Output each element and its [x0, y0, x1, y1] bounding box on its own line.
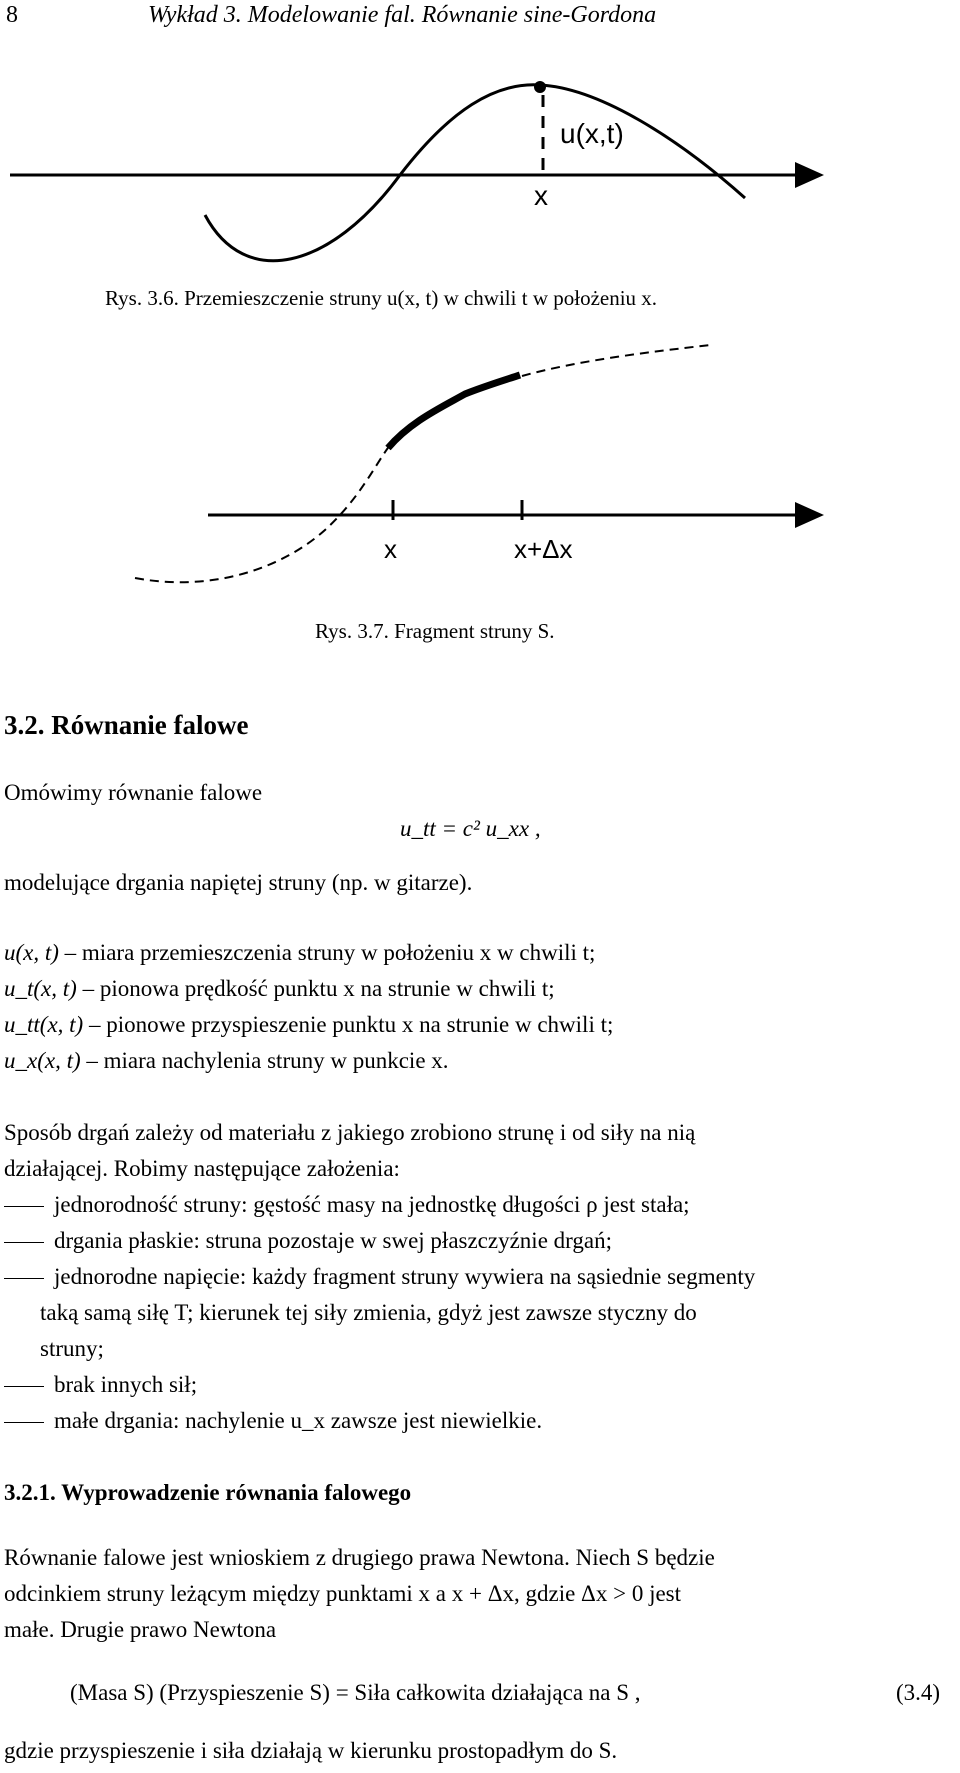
figure-caption-3-7: Rys. 3.7. Fragment struny S.: [315, 619, 555, 643]
string-point: [534, 81, 546, 93]
assumptions-intro-line1: Sposób drgań zależy od materiału z jakiego zrobiono strunę i od siły na nią: [4, 1120, 696, 1145]
figure-string-displacement: [0, 0, 960, 300]
closing-line: gdzie przyspieszenie i siła działają w kierunku prostopadłym do S.: [4, 1738, 618, 1763]
definition-item: u_t(x, t) – pionowa prędkość punktu x na strunie w chwili t;: [4, 976, 555, 1001]
label-x: x: [534, 180, 548, 211]
assumptions-intro-line2: działającej. Robimy następujące założenia:: [4, 1156, 400, 1181]
section-heading: 3.2. Równanie falowe: [4, 710, 249, 740]
string-curve: [205, 85, 745, 261]
definition-item: u(x, t) – miara przemieszczenia struny w położeniu x w chwili t;: [4, 940, 596, 965]
subsection-heading: 3.2.1. Wyprowadzenie równania falowego: [4, 1480, 412, 1505]
label-x-plus-dx: x+Δx: [514, 534, 573, 564]
string-dashed-right: [522, 345, 710, 376]
newton-equation: (Masa S) (Przyspieszenie S) = Siła całkowita działająca na S ,: [70, 1680, 641, 1705]
figure-caption-3-6: Rys. 3.6. Przemieszczenie struny u(x, t) w chwili t w położeniu x.: [105, 286, 658, 310]
x-axis-arrowhead: [795, 162, 824, 188]
after-equation-text: modelujące drgania napiętej struny (np. w gitarze).: [4, 870, 473, 895]
definition-item: u_x(x, t) – miara nachylenia struny w punkcie x.: [4, 1048, 449, 1073]
equation-number: (3.4): [896, 1680, 941, 1705]
page-number: 8: [6, 2, 18, 28]
assumption-item: małe drgania: nachylenie u_x zawsze jest niewielkie.: [4, 1408, 542, 1434]
assumption-item: jednorodność struny: gęstość masy na jednostkę długości ρ jest stała;: [4, 1192, 690, 1218]
assumption-item: jednorodne napięcie: każdy fragment struny wywiera na sąsiednie segmenty: [4, 1264, 755, 1290]
figure-string-fragment: [0, 340, 960, 600]
label-u: u(x,t): [560, 118, 624, 149]
assumption-item: drgania płaskie: struna pozostaje w swej płaszczyźnie drgań;: [4, 1228, 612, 1254]
segment-S: [388, 375, 520, 448]
label-x: x: [384, 534, 397, 564]
paragraph-line: Równanie falowe jest wnioskiem z drugiego prawa Newtona. Niech S będzie: [4, 1545, 715, 1570]
paragraph-line: małe. Drugie prawo Newtona: [4, 1617, 277, 1642]
x-axis-arrowhead: [795, 502, 824, 528]
intro-text: Omówimy równanie falowe: [4, 780, 263, 805]
assumption-continuation: struny;: [40, 1336, 104, 1361]
wave-equation: u_tt = c² u_xx ,: [400, 816, 541, 841]
assumption-item: brak innych sił;: [4, 1372, 197, 1398]
definition-item: u_tt(x, t) – pionowe przyspieszenie punktu x na strunie w chwili t;: [4, 1012, 614, 1037]
running-title: Wykład 3. Modelowanie fal. Równanie sine-Gordona: [148, 2, 657, 28]
assumption-continuation: taką samą siłę T; kierunek tej siły zmienia, gdyż jest zawsze styczny do: [40, 1300, 697, 1325]
paragraph-line: odcinkiem struny leżącym między punktami x a x + Δx, gdzie Δx > 0 jest: [4, 1581, 682, 1606]
